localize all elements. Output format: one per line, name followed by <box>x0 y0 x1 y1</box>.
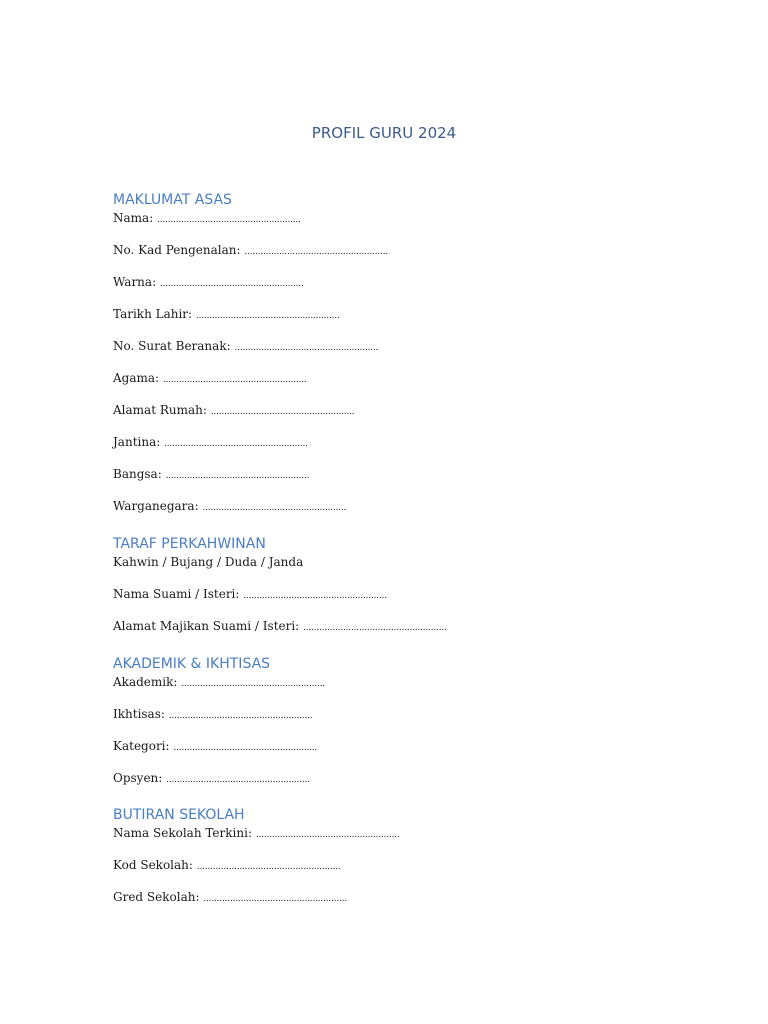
section-akademik-ikhtisas <box>113 654 325 786</box>
field-nama-sekolah: Nama Sekolah Terkini: ...................................................... <box>113 826 400 840</box>
section-butiran-sekolah <box>113 805 400 905</box>
field-bangsa: Bangsa: ...................................................... <box>113 467 310 481</box>
field-tarikh-lahir: Tarikh Lahir: ...................................................... <box>113 307 340 321</box>
field-no-surat-beranak: No. Surat Beranak: ...................................................... <box>113 339 379 353</box>
field-akademik: Akademik: ...................................................... <box>113 675 325 689</box>
field-nama-suami-isteri: Nama Suami / Isteri: ...................................................... <box>113 587 387 601</box>
field-no-kad-pengenalan: No. Kad Pengenalan: ...................................................... <box>113 243 389 257</box>
section-heading: MAKLUMAT ASAS <box>113 192 232 208</box>
field-nama: Nama: ...................................................... <box>113 211 301 225</box>
field-alamat-majikan: Alamat Majikan Suami / Isteri: ...................................................... <box>113 619 447 633</box>
section-heading: TARAF PERKAHWINAN <box>113 536 266 552</box>
field-kod-sekolah: Kod Sekolah: ...................................................... <box>113 858 341 872</box>
section-heading: BUTIRAN SEKOLAH <box>113 807 245 823</box>
section-maklumat-asas <box>113 190 388 514</box>
field-agama: Agama: ...................................................... <box>113 371 307 385</box>
field-jantina: Jantina: ...................................................... <box>113 435 308 449</box>
field-warna: Warna: ...................................................... <box>113 275 304 289</box>
field-gred-sekolah: Gred Sekolah: ...................................................... <box>113 890 348 904</box>
field-warganegara: Warganegara: ...................................................... <box>113 499 347 513</box>
section-taraf-perkahwinan <box>113 534 447 634</box>
field-kategori: Kategori: ...................................................... <box>113 739 318 753</box>
field-opsyen: Opsyen: ...................................................... <box>113 771 310 785</box>
section-heading: AKADEMIK & IKHTISAS <box>113 656 271 672</box>
field-alamat-rumah: Alamat Rumah: ...................................................... <box>113 403 355 417</box>
marital-status-options: Kahwin / Bujang / Duda / Janda <box>113 555 304 569</box>
field-ikhtisas: Ikhtisas: ...................................................... <box>113 707 313 721</box>
page-title: PROFIL GURU 2024 <box>311 124 457 142</box>
